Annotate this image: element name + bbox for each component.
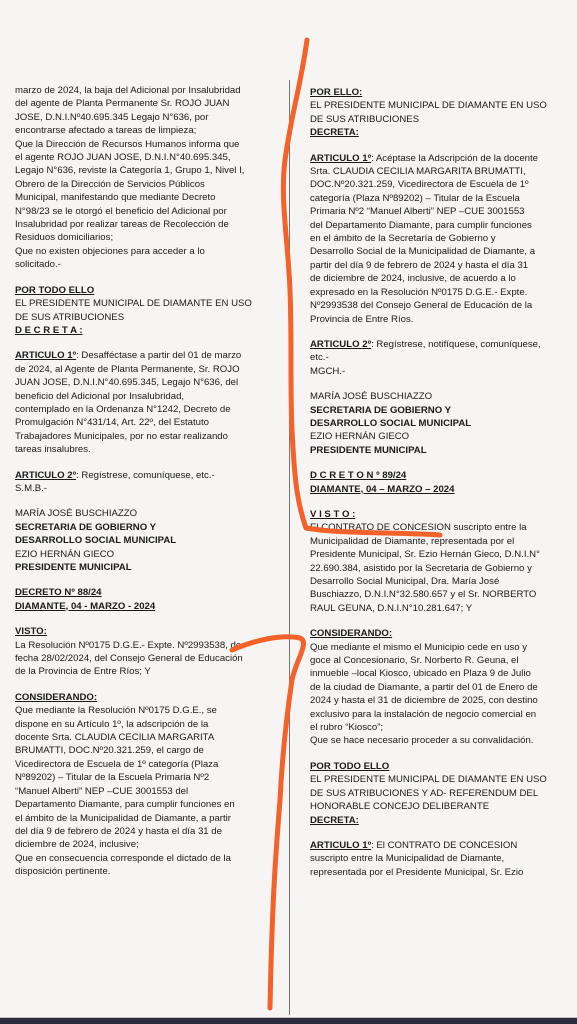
text-line: en el ámbito de la Secretaría de Gobierno y [310,233,496,245]
text-line: del día 9 de febrero de 2024 y hasta el día 31 de [15,825,222,837]
text-line: RAUL GEUNA, D.N.I.N°10.281.647; Y [310,602,473,614]
articulo-label: ARTICULO 1º [15,350,77,362]
text-line: 22.690.384, asistido por la Secretaria de Gobierno y [310,562,532,574]
visto-heading: V I S T O : [310,508,356,520]
text-line: Primaria Nº2 “Manuel Alberti” NEP –CUE 3001553 [310,206,525,218]
text-line: el ámbito de la Municipalidad de Diamante, a partir [15,812,231,824]
text-line: del agente de Planta Permanente Sr. ROJO JUAN [15,98,230,110]
text-line: Que mediante el mismo el Municipio cede en uso y [310,641,528,653]
considerando-heading: CONSIDERANDO: [15,691,98,703]
decreto-number: DECRETO Nº 88/24 [15,587,102,599]
text-line: La Resolución Nº0175 D.G.E.- Expte. Nº2993538, de [15,639,242,651]
text-line: “Manuel Alberti” NEP –CUE 3001553 del [15,785,189,797]
presidente-line: DE SUS ATRIBUCIONES [15,311,125,323]
visto-heading: VISTO: [15,626,47,638]
text-line: marzo de 2024, la baja del Adicional por Insalubridad [15,85,241,96]
decreto-number: D C R E T O N º 89/24 [310,470,407,482]
presidente-line: DE SUS ATRIBUCIONES Y AD- REFERENDUM DEL [310,787,539,799]
decreto-date: DIAMANTE, 04 – MARZO – 2024 [310,483,455,495]
text-line: representada por el Presidente Municipal, Sr. Ezio [310,866,524,878]
text-line: docente Srta. CLAUDIA CECILIA MARGARITA [15,732,215,744]
text-line: Que no existen objeciones para acceder a lo [15,245,205,257]
text-line: JOSE, D.N.I.Nº40.695.345 Legajo N°636, por [15,111,209,123]
initials: MGCH.- [310,365,346,377]
text-line: exclusivo para la instalación de negocio comercial en [310,708,537,720]
text-line: Vicedirectora de Escuela de 1º categoría (Plaza [15,758,219,770]
text-line: Residuos domiciliarios; [15,232,114,244]
text-line: BRUMATTI, DOC.Nº20.321.259, el cargo de [15,745,204,757]
text-line: de la Provincia de Entre Ríos; Y [15,666,151,678]
articulo-2-cont: etc.- [310,352,329,364]
text-line: de la ciudad de Diamante, a partir del 01 de Enero de [310,681,538,693]
text-line: Desarrollo Social Municipal, Dra. María José [310,576,500,587]
decreto-date: DIAMANTE, 04 - MARZO - 2024 [15,600,156,612]
por-todo-ello-heading: POR TODO ELLO [15,284,95,296]
page-bottom-bar [0,1018,577,1024]
text-line: Que mediante la Resolución Nº0175 D.G.E., se [15,705,217,717]
text-line: expresado en la Resolución Nº0175 D.G.E.- Expte. [310,286,528,298]
text-line: partir del día 9 de febrero de 2024 y hasta el día 31 [310,259,529,271]
text-line: DOC.Nº20.321.259, Vicedirectora de Escuela de 1º [310,179,529,191]
text-line: Nº2993538 del Consejo General de Educación de la [310,300,533,312]
text-line: del Departamento Diamante, para cumplir funciones [310,219,532,231]
signatory-title: SECRETARIA DE GOBIERNO Y [310,404,452,416]
text-line: Municipalidad de Diamante, representada por el [310,535,515,547]
text-line: Municipal, manifestando que mediante Decreto [15,192,216,204]
text-line: 2024 y hasta el 31 de diciembre de 2025, con destino [310,695,538,707]
text-line: El CONTRATO DE CONCESION suscripto entre la [310,522,527,534]
ink-stroke [283,40,440,535]
articulo-text: : El CONTRATO DE CONCESION [371,839,518,851]
text-line: suscripto entre la Municipalidad de Diamante, [310,853,505,865]
text-line: fecha 28/02/2024, del Consejo General de Educación [15,653,243,665]
text-line: goce al Concesionario, Sr. Norberto R. Geuna, el [310,655,519,667]
signatory-name: EZIO HERNÁN GIECO [310,431,410,443]
signatory-name: MARÍA JOSÉ BUSCHIAZZO [15,508,138,520]
text-line: el rubro “Kiosco”; [310,722,384,734]
articulo-label: ARTICULO 1º [310,839,372,851]
signatory-title: PRESIDENTE MUNICIPAL [310,444,427,456]
presidente-line: EL PRESIDENTE MUNICIPAL DE DIAMANTE EN USO [15,298,252,310]
text-line: Legajo N°636, reviste la Categoría 1, Grupo 1, Nivel I, [15,165,245,177]
text-line: categoría (Plaza Nº89202) – Titular de la Escuela [310,192,520,204]
text-line: de 2024, al Agente de Planta Permanente, Sr. ROJO [15,363,240,375]
decreta-heading: DECRETA: [310,127,359,139]
text-line: Obrero de la Dirección de Servicios Públicos [15,178,205,190]
text-line: contemplado en la Ordenanza N°1242, Decreto de [15,403,231,415]
text-line: dispone en su Artículo 1º, la adscripción de la [15,718,209,730]
text-line: solicitado.- [15,259,61,271]
text-line: de diciembre de 2024, inclusive, de acuerdo a lo [310,273,516,285]
text-line: tareas insalubres. [15,444,91,456]
text-line: Srta. CLAUDIA CECILIA MARGARITA BRUMATTI, [310,166,526,178]
text-line: disposición pertinente. [15,866,111,878]
considerando-heading: CONSIDERANDO: [310,628,393,640]
text-line: Buschiazzo, D.N.I.N°32.580.657 y el Sr. NORBERTO [310,589,537,601]
presidente-line: HONORABLE CONCEJO DELIBERANTE [310,801,490,813]
articulo-text: : Regístrese, notifíquese, comuníquese, [371,338,541,350]
por-todo-ello-heading: POR TODO ELLO [310,760,390,772]
text-line: Provincia de Entre Ríos. [310,313,414,325]
articulo-text: : Desafféctase a partir del 01 de marzo [76,350,242,362]
decreta-heading: D E C R E T A : [15,324,83,336]
presidente-line: DE SUS ATRIBUCIONES [310,113,420,125]
signatory-name: MARÍA JOSÉ BUSCHIAZZO [310,391,433,403]
text-line: Que se hace necesario proceder a su convalidación. [310,735,534,747]
articulo-label: ARTICULO 2º [310,338,372,350]
signatory-title: PRESIDENTE MUNICIPAL [15,562,132,573]
articulo-text: : Regístrese, comuníquese, etc.- [76,469,215,481]
text-line: beneficio del Adicional por Insalubridad, [15,390,185,402]
articulo-label: ARTICULO 1º [310,152,372,164]
text-line: Departamento Diamante, para cumplir funciones en [15,799,235,811]
text-line: encontrarse afectado a tareas de limpieza; [15,125,197,137]
presidente-line: EL PRESIDENTE MUNICIPAL DE DIAMANTE EN USO [310,774,547,786]
text-line: el agente ROJO JUAN JOSE, D.N.I.N°40.695.345, [15,152,231,164]
initials: S.M.B.- [15,482,47,494]
text-line: Que en consecuencia corresponde el dictado de la [15,852,232,864]
text-line: N°98/23 se le otorgó el beneficio del Adicional por [15,205,227,217]
signatory-name: EZIO HERNÁN GIECO [15,548,115,560]
articulo-label: ARTICULO 2º [15,469,77,481]
signatory-title: SECRETARIA DE GOBIERNO Y [15,521,157,533]
decreta-heading: DECRETA: [310,814,359,826]
text-line: Insalubridad por realizar tareas de Recolección de [15,219,229,231]
text-line: inmueble –local Kiosco, ubicado en Plaza 9 de Julio [310,668,531,680]
signatory-title: DESARROLLO SOCIAL MUNICIPAL [310,417,472,429]
text-line: Desarrollo Social de la Municipalidad de Diamante, a [310,246,536,258]
text-line: Nº89202) – Titular de la Escuela Primaria Nº2 [15,772,210,784]
text-line: diciembre de 2024, inclusive; [15,839,139,851]
text-line: Trabajadores Municipales, por no estar realizando [15,430,228,442]
text-line: JUAN JOSE, D.N.I.N°40.695.345, Legajo N°636, del [15,377,239,389]
ink-stroke [232,637,304,1008]
text-line: Que la Dirección de Recursos Humanos informa que [15,138,240,150]
presidente-line: EL PRESIDENTE MUNICIPAL DE DIAMANTE EN USO [310,100,547,112]
text-line: Presidente Municipal, Sr. Ezio Hernán Gieco, D.N.I.N° [310,549,540,561]
articulo-text: : Acéptase la Adscripción de la docente [371,152,539,164]
signatory-title: DESARROLLO SOCIAL MUNICIPAL [15,535,177,547]
text-line: Promulgación N°431/14, Art. 22º, del Estatuto [15,417,209,429]
por-ello-heading: POR ELLO: [310,87,363,98]
